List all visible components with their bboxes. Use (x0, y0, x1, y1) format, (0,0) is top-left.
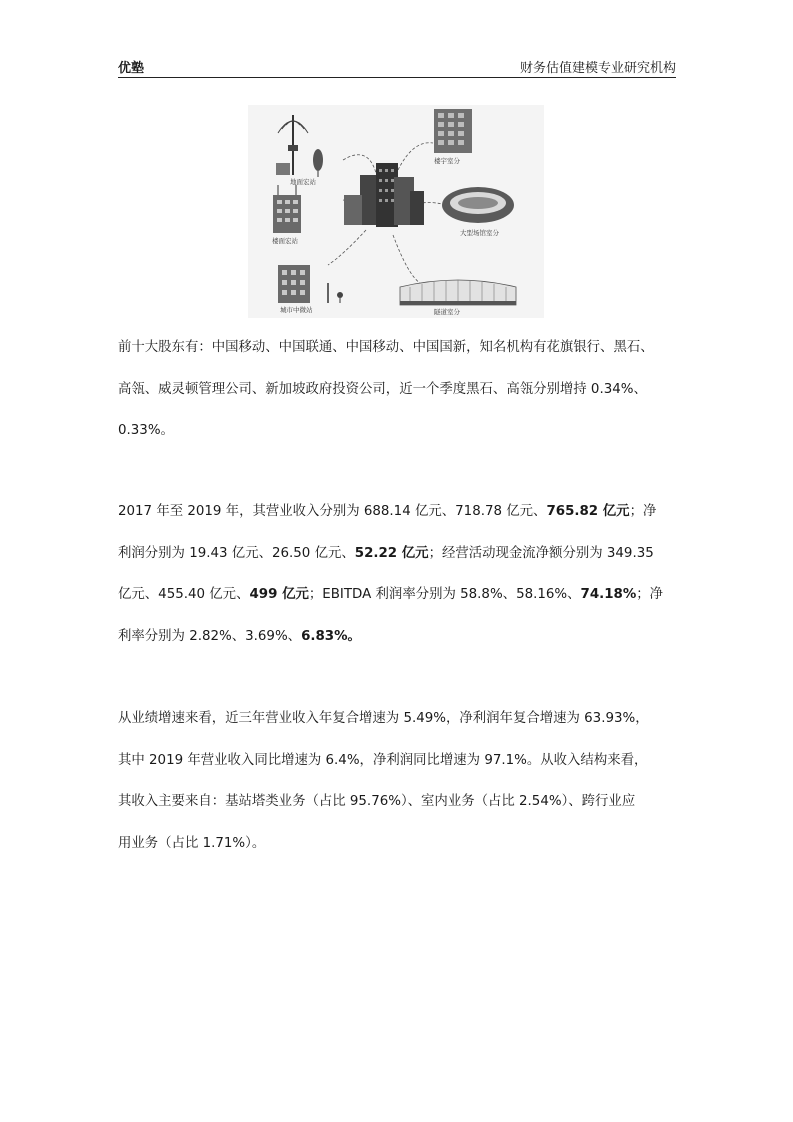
p2-line-4a: 利率分别为 2.82%、3.69%、 (118, 628, 302, 644)
p2-line-1c: ；净 (629, 504, 657, 519)
label-venue-indoor: 大型场馆室分 (460, 229, 499, 237)
header-tagline: 财务估值建模专业研究机构 (519, 61, 676, 76)
label-rooftop-station: 楼面宏站 (272, 237, 298, 245)
label-building-indoor: 楼宇室分 (434, 157, 460, 165)
p3-line-4: 用业务（占比 1.71%）。 (118, 835, 266, 851)
page-header (118, 55, 676, 78)
p1-line-2: 高瓴、威灵顿管理公司、新加坡政府投资公司，近一个季度黑石、高瓴分别增持 0.34%、 (118, 381, 647, 397)
p2-line-2c: ；经营活动现金流净额分别为 349.35 (428, 545, 654, 561)
paragraph-growth (118, 698, 676, 864)
p2-line-1a: 2017 年至 2019 年，其营业收入分别为 688.14 亿元、718.78 亿元、 (118, 504, 547, 519)
p2-highlight-net-profit: 52.22 亿元 (354, 545, 429, 561)
p2-line-3e: ；净 (636, 587, 664, 602)
p2-highlight-ebitda: 74.18% (580, 587, 637, 602)
office-building-icon (434, 109, 472, 153)
label-macro-station: 地面宏站 (290, 178, 316, 186)
p3-line-1: 从业绩增速来看，近三年营业收入年复合增速为 5.49%，净利润年复合增速为 63.93%， (118, 711, 649, 726)
tower-infrastructure-illustration (248, 105, 544, 318)
p1-line-3: 0.33%。 (118, 423, 174, 438)
header-brand: 优塾 (118, 61, 145, 76)
stadium-icon (442, 187, 514, 223)
p2-highlight-net-margin: 6.83%。 (301, 628, 361, 644)
paragraph-shareholders (118, 327, 676, 452)
paragraph-financials (118, 491, 676, 657)
label-tunnel-indoor: 隧道室分 (434, 308, 460, 316)
tunnel-icon (400, 280, 516, 305)
p1-line-1: 前十大股东有：中国移动、中国联通、中国移动、中国国新，知名机构有花旗银行、黑石、 (118, 340, 654, 355)
label-micro-station: 城市中微站 (280, 306, 313, 314)
p2-line-3c: ；EBITDA 利润率分别为 58.8%、58.16%、 (308, 587, 581, 602)
p3-line-2: 其中 2019 年营业收入同比增速为 6.4%，净利润同比增速为 97.1%。从收入结构来看， (118, 752, 648, 768)
p2-highlight-cashflow: 499 亿元 (249, 587, 309, 602)
p3-line-3: 其收入主要来自：基站塔类业务（占比 95.76%）、室内业务（占比 2.54%）、跨行业应 (118, 794, 636, 809)
p2-line-2a: 利润分别为 19.43 亿元、26.50 亿元、 (118, 545, 355, 561)
p2-line-3a: 亿元、455.40 亿元、 (118, 587, 250, 602)
p2-highlight-revenue: 765.82 亿元 (546, 504, 630, 519)
